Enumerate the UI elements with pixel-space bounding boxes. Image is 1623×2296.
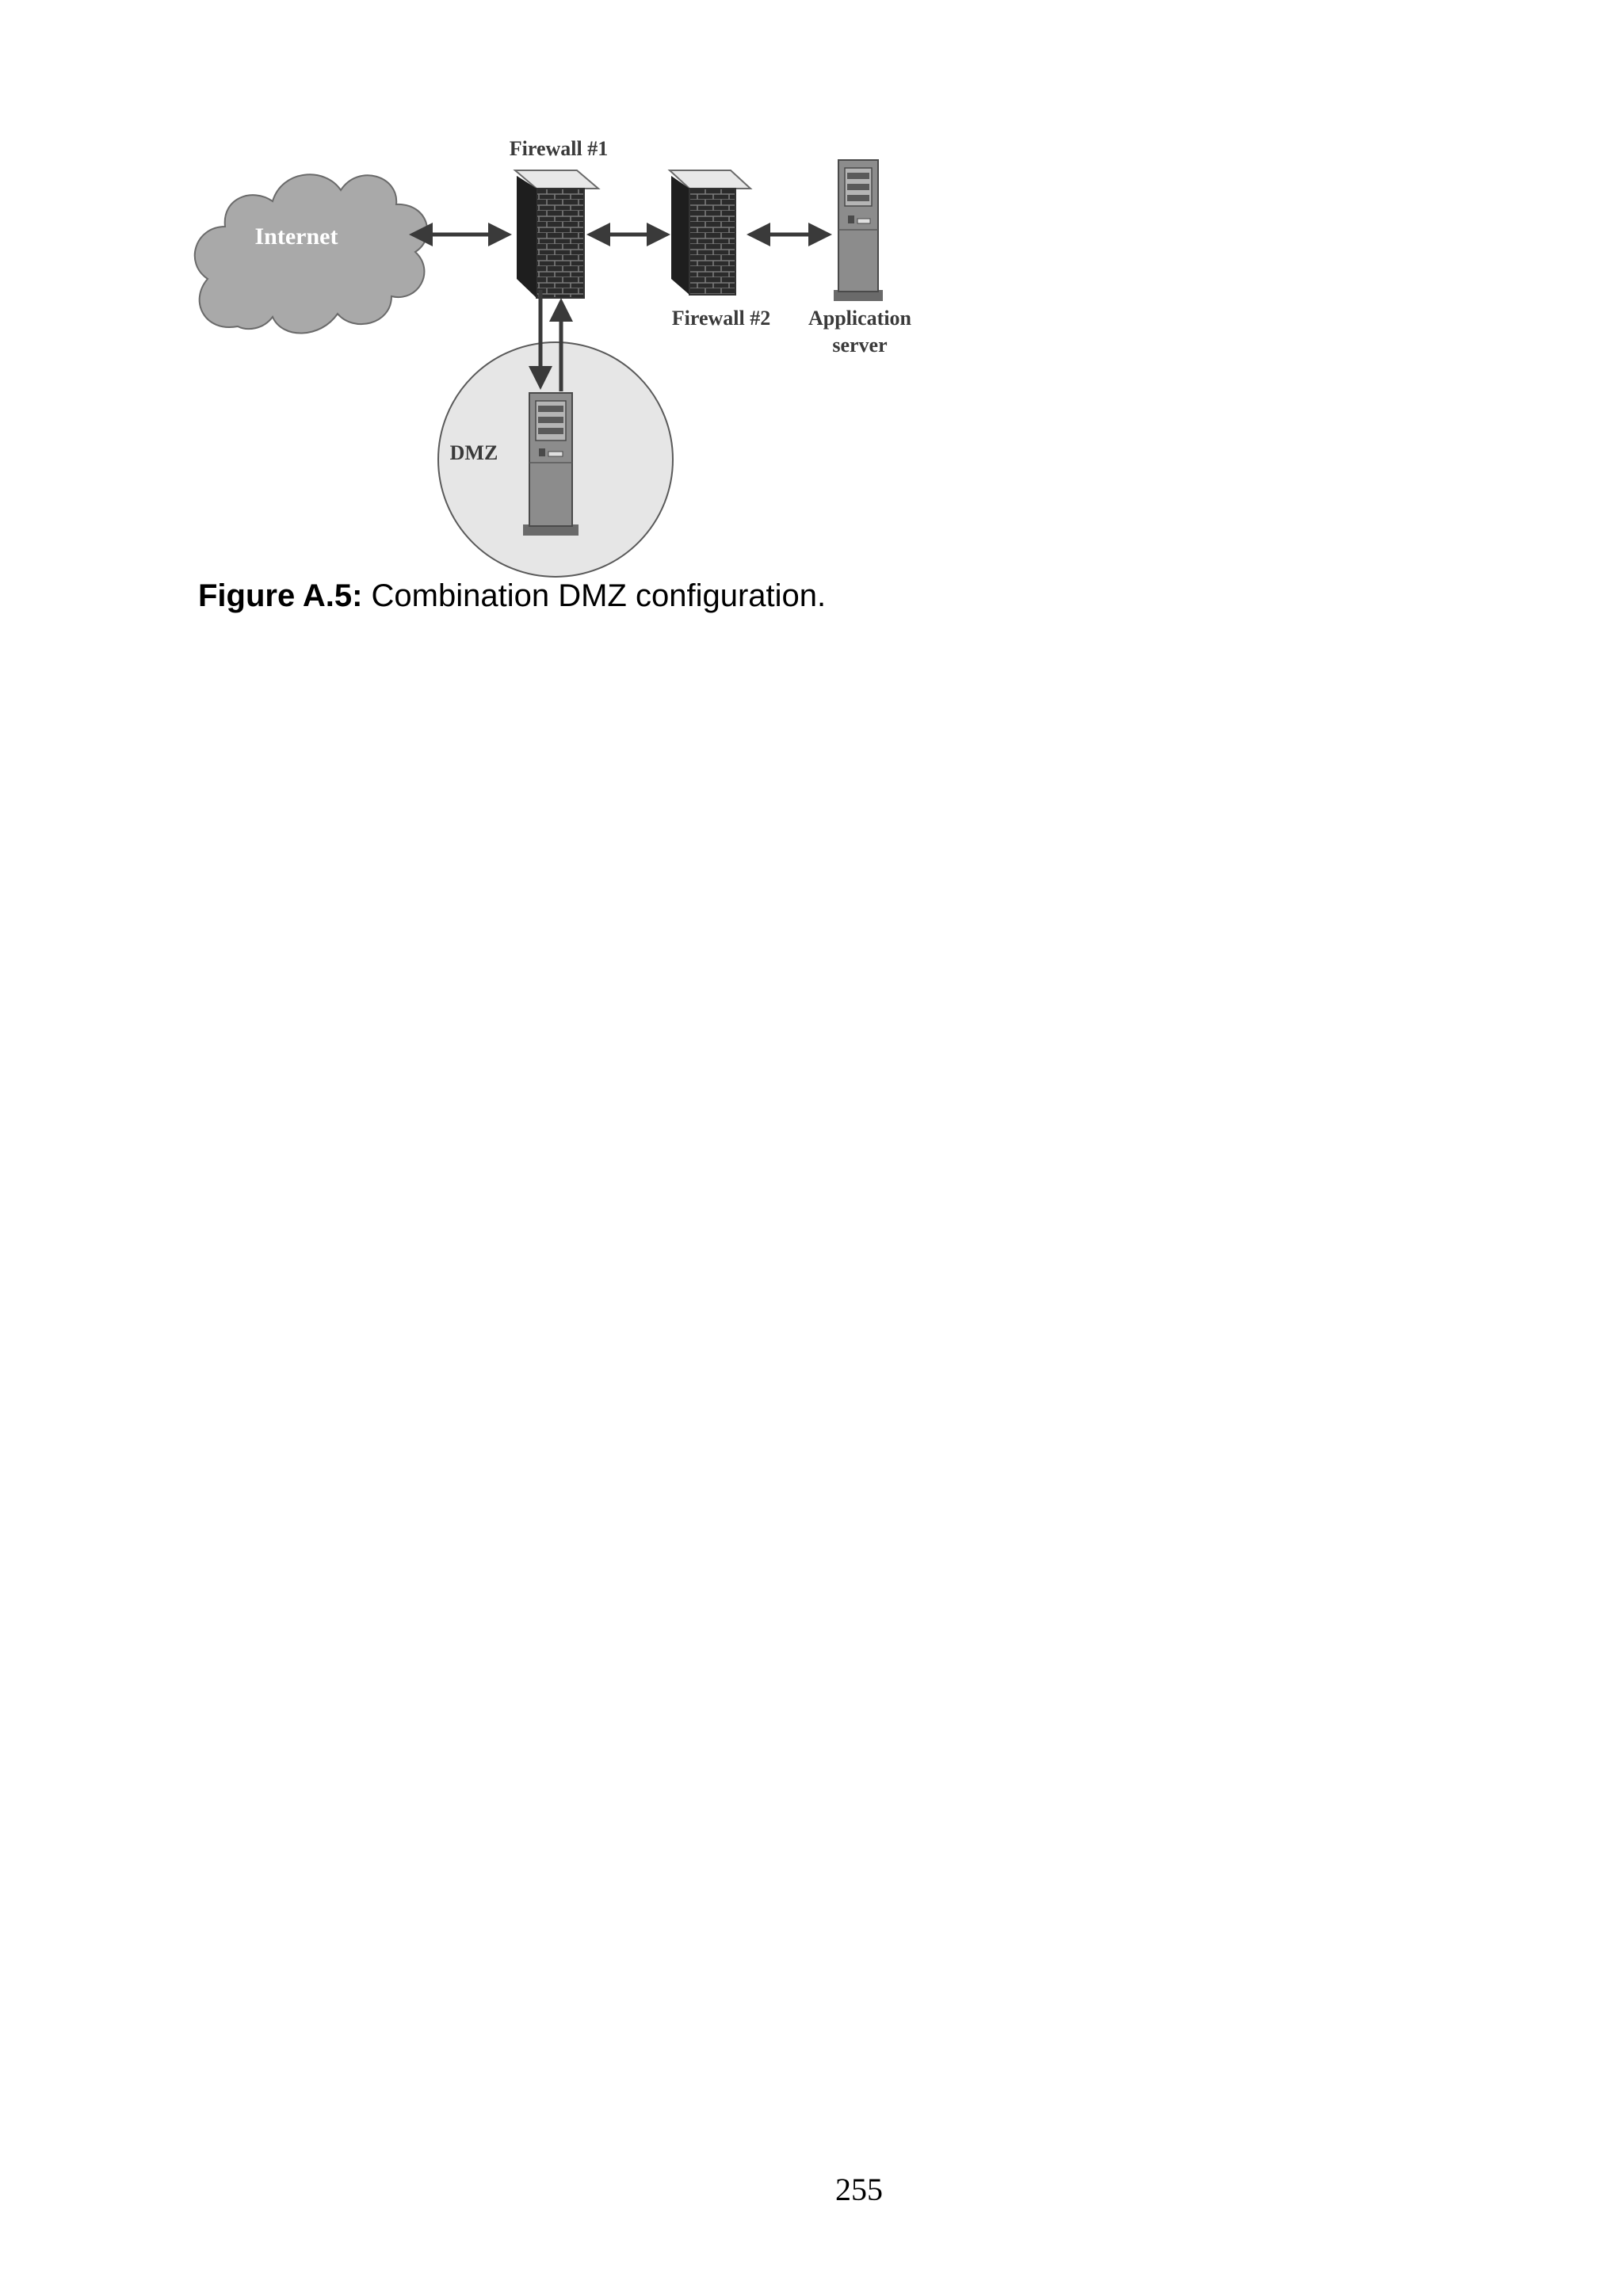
application-server-icon [834,160,883,301]
internet-cloud-icon [195,174,428,333]
internet-label: Internet [254,223,338,250]
page-number: 255 [835,2172,883,2207]
dmz-figure [0,0,951,578]
dmz-server-icon [523,393,579,536]
firewall-1-icon [515,170,598,298]
firewall-1-label: Firewall #1 [509,137,609,160]
firewall-2-icon [670,170,750,295]
application-server-label-line2: server [832,334,888,357]
dmz-label: DMZ [449,441,498,464]
application-server-label-line1: Application [808,307,912,330]
figure-caption-text: Combination DMZ configuration. [362,578,827,613]
figure-caption [198,578,826,614]
firewall-2-label: Firewall #2 [671,307,771,330]
figure-caption-label: Figure A.5: [198,578,363,613]
